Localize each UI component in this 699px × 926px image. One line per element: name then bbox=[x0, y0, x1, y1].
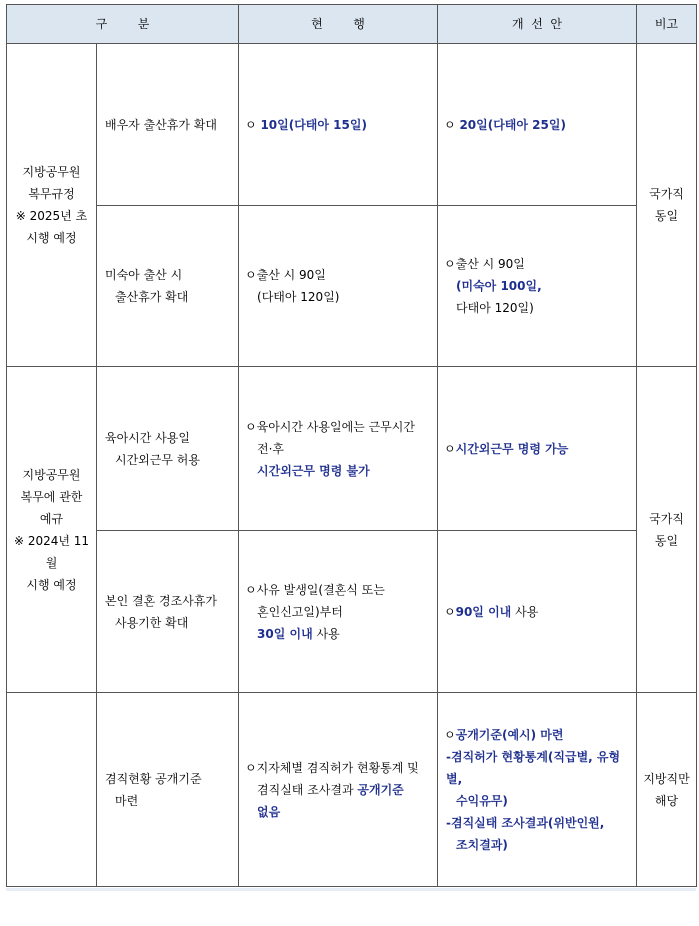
table-row bbox=[7, 531, 697, 693]
remarks-line: 동일 bbox=[654, 533, 679, 548]
group2-label-line: 지방공무원 bbox=[22, 467, 81, 482]
group2-remarks bbox=[637, 367, 697, 693]
current-side-job-disclosure bbox=[239, 693, 438, 887]
item-wedding-leave bbox=[97, 531, 239, 693]
bullet-icon: ㅇ bbox=[245, 760, 257, 775]
table-row bbox=[7, 206, 697, 367]
current-spouse-maternity-leave bbox=[239, 44, 438, 206]
group1-remarks bbox=[637, 44, 697, 367]
group2-label-line: 시행 예정 bbox=[26, 577, 77, 592]
group1-label-line: ※ 2025년 초 bbox=[15, 209, 88, 223]
current-text: 공개기준 bbox=[357, 782, 404, 797]
proposal-premature-birth-leave bbox=[438, 206, 637, 367]
table-row bbox=[7, 44, 697, 206]
table-row bbox=[7, 367, 697, 531]
current-text: 없음 bbox=[257, 804, 281, 819]
item-side-job-disclosure bbox=[97, 693, 239, 887]
current-text: 30일 이내 bbox=[257, 626, 313, 641]
proposal-side-job-disclosure bbox=[438, 693, 637, 887]
proposal-spouse-maternity-leave bbox=[438, 44, 637, 206]
header-category: 구 분 bbox=[7, 5, 239, 44]
proposal-text: 사용 bbox=[511, 604, 539, 619]
proposal-text: -겸직허가 현황통계(직급별, 유형별, bbox=[446, 749, 621, 786]
proposal-wedding-leave bbox=[438, 531, 637, 693]
remarks-line: 동일 bbox=[654, 209, 679, 223]
item-label: 배우자 출산휴가 확대 bbox=[105, 117, 217, 132]
current-text: 10일(다태아 15일) bbox=[260, 117, 367, 132]
remarks-line: 국가직 bbox=[649, 511, 684, 526]
proposal-text: 조치결과) bbox=[456, 837, 508, 852]
header-remarks: 비고 bbox=[637, 5, 697, 44]
item-premature-birth-leave bbox=[97, 206, 239, 367]
header-current: 현 행 bbox=[239, 5, 438, 44]
item-label: 미숙아 출산 시 bbox=[105, 268, 183, 282]
current-childcare-overtime bbox=[239, 367, 438, 531]
comparison-table bbox=[6, 4, 697, 887]
header-row bbox=[7, 5, 697, 44]
proposal-text: 공개기준(예시) 마련 bbox=[455, 727, 564, 742]
item-label: 마련 bbox=[115, 793, 139, 808]
group1-category bbox=[7, 44, 97, 367]
proposal-text: (미숙아 100일, bbox=[456, 279, 542, 293]
proposal-text: 90일 이내 bbox=[455, 604, 512, 619]
group2-label-line: 예규 bbox=[39, 511, 64, 526]
item-spouse-maternity-leave bbox=[97, 44, 239, 206]
current-text: 사용 bbox=[312, 626, 340, 641]
item-label: 사용기한 확대 bbox=[115, 615, 189, 630]
group1-label-line: 지방공무원 bbox=[22, 165, 81, 179]
item-label: 육아시간 사용일 bbox=[105, 430, 190, 445]
proposal-text: 수익유무) bbox=[456, 793, 508, 808]
group3-remarks bbox=[637, 693, 697, 887]
proposal-text: 출산 시 90일 bbox=[455, 257, 525, 271]
current-text: 시간외근무 명령 불가 bbox=[257, 463, 370, 478]
item-label: 출산휴가 확대 bbox=[115, 290, 189, 304]
group1-label-line: 복무규정 bbox=[28, 187, 75, 201]
proposal-childcare-overtime bbox=[438, 367, 637, 531]
bullet-icon: ㅇ bbox=[245, 268, 257, 282]
bullet-icon: ㅇ bbox=[444, 117, 456, 132]
group1-label-line: 시행 예정 bbox=[26, 231, 77, 245]
remarks-line: 국가직 bbox=[649, 187, 684, 201]
header-proposal: 개 선 안 bbox=[438, 5, 637, 44]
current-wedding-leave bbox=[239, 531, 438, 693]
item-childcare-overtime bbox=[97, 367, 239, 531]
current-text: 사유 발생일(결혼식 또는 bbox=[256, 582, 385, 597]
item-label: 본인 결혼 경조사휴가 bbox=[105, 593, 217, 608]
current-text: 지자체별 겸직허가 현황통계 및 bbox=[256, 760, 419, 775]
current-text: 전·후 bbox=[257, 441, 285, 456]
group2-label-line: ※ 2024년 11월 bbox=[13, 533, 90, 570]
bullet-icon: ㅇ bbox=[245, 419, 257, 434]
item-label: 시간외근무 허용 bbox=[115, 452, 200, 467]
current-text: 육아시간 사용일에는 근무시간 bbox=[256, 419, 415, 434]
item-label: 겸직현황 공개기준 bbox=[105, 771, 202, 786]
proposal-text: 시간외근무 명령 가능 bbox=[455, 441, 569, 456]
table-row bbox=[7, 693, 697, 887]
bullet-icon: ㅇ bbox=[444, 604, 456, 619]
group2-category bbox=[7, 367, 97, 693]
current-text: 출산 시 90일 bbox=[256, 268, 326, 282]
current-premature-birth-leave bbox=[239, 206, 438, 367]
current-text: 혼인신고일)부터 bbox=[257, 604, 343, 619]
group2-label-line: 복무에 관한 bbox=[20, 489, 83, 504]
bottom-divider bbox=[6, 888, 696, 891]
current-text: 겸직실태 조사결과 bbox=[257, 782, 358, 797]
bullet-icon: ㅇ bbox=[245, 117, 257, 132]
bullet-icon: ㅇ bbox=[444, 727, 456, 742]
remarks-line: 해당 bbox=[654, 793, 679, 808]
bullet-icon: ㅇ bbox=[444, 257, 456, 271]
bullet-icon: ㅇ bbox=[444, 441, 456, 456]
proposal-text: 20일(다태아 25일) bbox=[459, 117, 566, 132]
remarks-line: 지방직만 bbox=[643, 771, 690, 786]
bullet-icon: ㅇ bbox=[245, 582, 257, 597]
group3-category-empty bbox=[7, 693, 97, 887]
proposal-text: 다태아 120일) bbox=[456, 301, 534, 315]
current-text: (다태아 120일) bbox=[257, 290, 340, 304]
proposal-text: -겸직실태 조사결과(위반인원, bbox=[446, 815, 605, 830]
